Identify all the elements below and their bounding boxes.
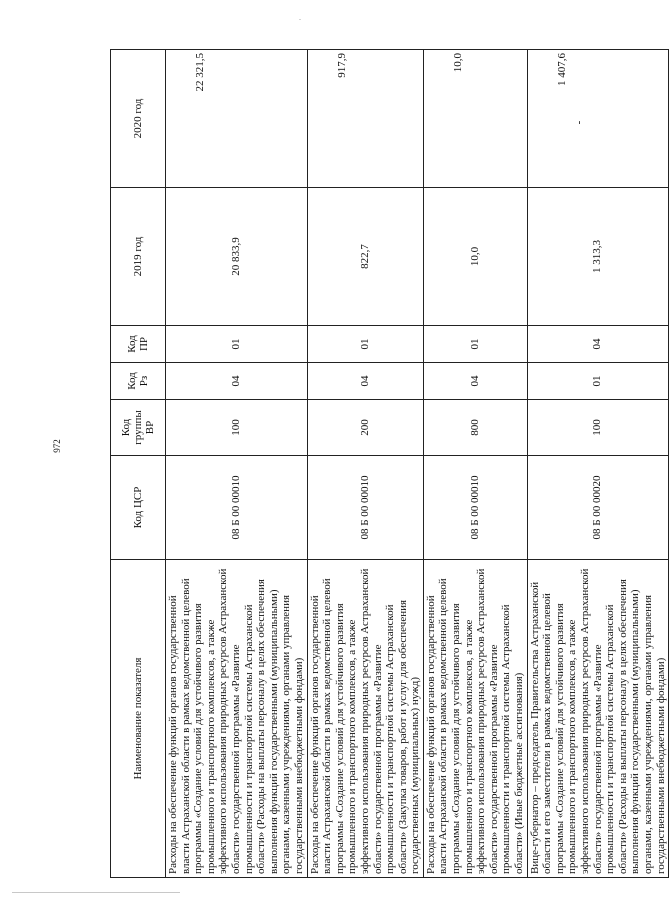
header-pr: Код ПР — [111, 326, 166, 363]
row-name: Расходы на обеспечение функций органов государственной власти Астраханской области в рамках ведомственной целевой программы «Создание условий для устойчивого развития промышленного и транспортного комплексов, а также эффективного использования природных ресурсов Астраханской области» государственной программы «Развитие промышленности и транспортной системы Астраханской области» (Закупка товаров, работ и услуг для обеспечения государственных (муниципальных) нужд) — [307, 560, 423, 878]
row-rz: 04 — [166, 363, 308, 400]
row-name: Расходы на обеспечение функций органов государственной власти Астраханской области в рамках ведомственной целевой программы «Создание условий для устойчивого развития промышленного и транспортного комплексов, а также эффективного использования природных ресурсов Астраханской области» государственной программы «Развитие промышленности и транспортной системы Астраханской области» (Иные бюджетные ассигнования) — [423, 560, 527, 878]
page-number: 972 — [52, 439, 62, 453]
scan-mark: · — [295, 18, 305, 21]
table-header-row — [111, 50, 166, 878]
row-csr: 08 Б 00 00010 — [423, 456, 527, 560]
row-csr: 08 Б 00 00020 — [527, 456, 669, 560]
row-2020-value: 22 321,5 — [194, 53, 206, 92]
table-row — [527, 50, 669, 878]
budget-table — [110, 49, 669, 878]
row-2020 — [307, 50, 423, 188]
row-2019: 1 313,3 — [527, 188, 669, 326]
row-name: Расходы на обеспечение функций органов государственной власти Астраханской области в рамках ведомственной целевой программы «Создание условий для устойчивого развития промышленного и транспортного комплексов, а также эффективного использования природных ресурсов Астраханской области» государственной программы «Развитие промышленности и транспортной системы Астраханской области» (Расходы на выплаты персоналу в целях обеспечения выполнения функций государственными (муниципальными) органами, казенными учреждениями, органами управления государственными внебюджетными фондами) — [166, 560, 308, 878]
row-2020 — [527, 50, 669, 188]
row-2020-value: 10,0 — [451, 53, 464, 73]
row-2020 — [166, 50, 308, 188]
rotated-table-container — [110, 50, 667, 878]
page-edge-line — [12, 892, 180, 893]
row-vr: 800 — [423, 400, 527, 456]
row-pr: 01 — [307, 326, 423, 363]
header-2019: 2019 год — [111, 188, 166, 326]
row-2019: 20 833,9 — [166, 188, 308, 326]
header-rz: Код Рз — [111, 363, 166, 400]
row-pr: 01 — [423, 326, 527, 363]
row-2020 — [423, 50, 527, 188]
row-pr: 04 — [527, 326, 669, 363]
row-vr: 100 — [166, 400, 308, 456]
row-vr: 100 — [527, 400, 669, 456]
row-csr: 08 Б 00 00010 — [307, 456, 423, 560]
row-2020-value: 917,9 — [335, 53, 348, 78]
row-rz: 04 — [423, 363, 527, 400]
row-2020-dash: - — [572, 120, 585, 125]
table-row — [307, 50, 423, 878]
header-vr: Код группы ВР — [111, 400, 166, 456]
row-csr: 08 Б 00 00010 — [166, 456, 308, 560]
row-vr: 200 — [307, 400, 423, 456]
table-row — [166, 50, 308, 878]
row-rz: 04 — [307, 363, 423, 400]
header-name: Наименование показателя — [111, 560, 166, 878]
header-csr: Код ЦСР — [111, 456, 166, 560]
row-2019: 822,7 — [307, 188, 423, 326]
row-pr: 01 — [166, 326, 308, 363]
row-2019: 10,0 — [423, 188, 527, 326]
table-row — [423, 50, 527, 878]
row-name: Вице-губернатор – председатель Правительства Астраханской области и его заместители в рамках ведомственной целевой программы «Создание условий для устойчивого развития промышленного и транспортного комплексов, а также эффективного использования природных ресурсов Астраханской области» государственной программы «Развитие промышленности и транспортной системы Астраханской области» (Расходы на выплаты персоналу в целях обеспечения выполнения функций государственными (муниципальными) органами, казенными учреждениями, органами управления государственными внебюджетными фондами) — [527, 560, 669, 878]
header-2020: 2020 год — [111, 50, 166, 188]
row-2020-value: 1 407,6 — [555, 53, 568, 86]
row-rz: 01 — [527, 363, 669, 400]
